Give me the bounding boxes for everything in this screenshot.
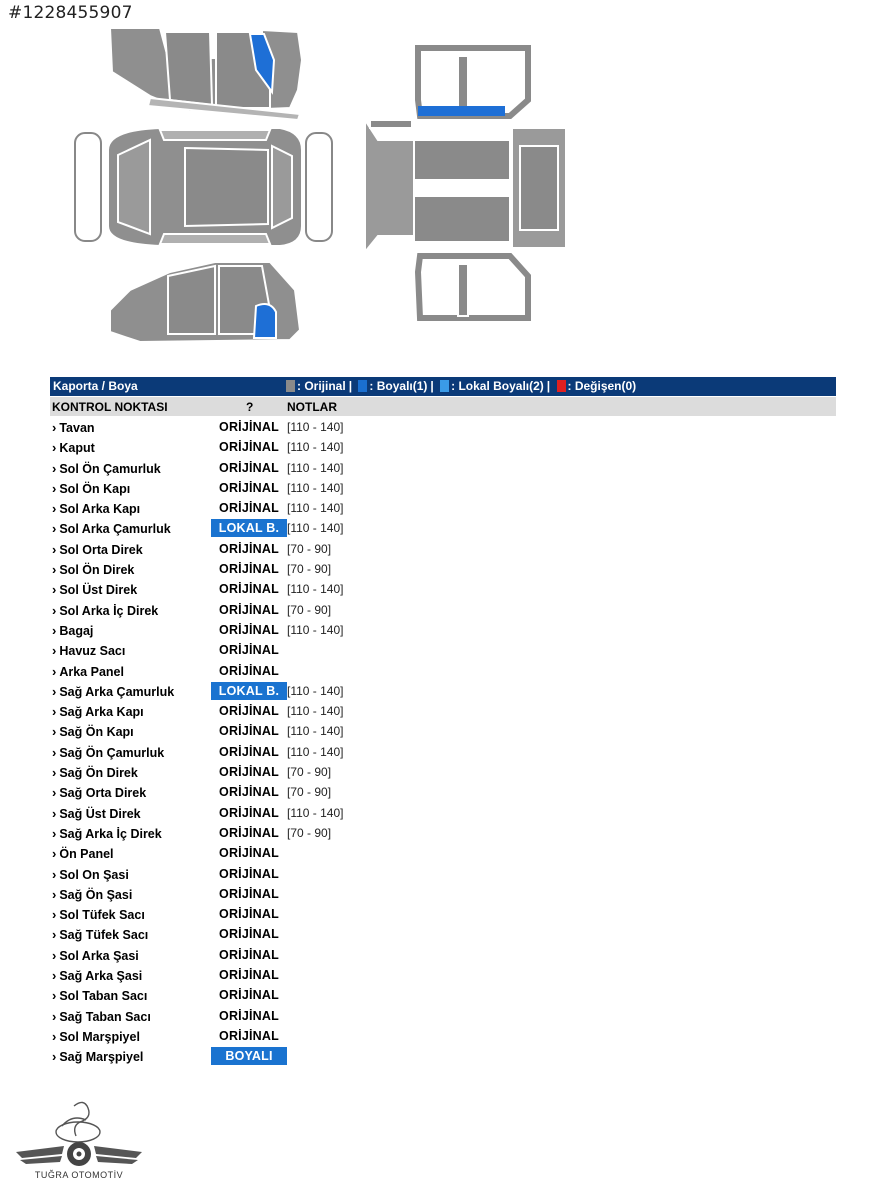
control-point-label: Bagaj	[59, 623, 94, 638]
table-row	[50, 884, 836, 904]
control-point-name[interactable]	[52, 867, 129, 882]
chevron-right-icon: ›	[52, 744, 57, 760]
control-point-name[interactable]	[52, 420, 95, 435]
control-point-label: Sol Üst Direk	[59, 583, 138, 598]
control-point-name[interactable]	[52, 745, 164, 760]
control-point-label: Sağ Marşpiyel	[59, 1050, 144, 1065]
table-row	[50, 518, 836, 538]
chevron-right-icon: ›	[52, 501, 57, 517]
status-badge: ORİJİNAL	[219, 744, 279, 759]
table-row	[50, 782, 836, 802]
paint-table-header	[50, 377, 836, 396]
left-side-view	[110, 262, 300, 342]
status-badge: ORİJİNAL	[219, 643, 279, 658]
control-point-name[interactable]	[52, 501, 140, 516]
table-row	[50, 742, 836, 762]
column-headers	[50, 397, 836, 416]
control-point-label: Sağ Üst Direk	[59, 806, 141, 821]
status-badge: ORİJİNAL	[219, 907, 279, 922]
table-title: Kaporta / Boya	[53, 379, 138, 393]
thickness-note: [70 - 90]	[287, 602, 332, 617]
table-row	[50, 681, 836, 701]
control-point-name[interactable]	[52, 1029, 140, 1044]
control-point-label: Ön Panel	[59, 847, 114, 862]
table-row	[50, 600, 836, 620]
control-point-name[interactable]	[52, 826, 162, 841]
legend-local-painted-swatch	[440, 380, 449, 392]
control-point-name[interactable]	[52, 582, 137, 597]
col-control-point: KONTROL NOKTASI	[52, 400, 168, 414]
status-badge: ORİJİNAL	[219, 420, 279, 434]
chevron-right-icon: ›	[52, 968, 57, 984]
thickness-note: [110 - 140]	[287, 440, 344, 455]
control-point-label: Sağ Ön Direk	[59, 766, 138, 781]
legend-painted-swatch	[358, 380, 367, 392]
table-row	[50, 478, 836, 498]
control-point-label: Sol Tüfek Sacı	[59, 908, 145, 923]
control-point-name[interactable]	[52, 542, 143, 557]
control-point-label: Kaput	[59, 441, 95, 456]
chassis-section	[365, 120, 566, 252]
thickness-note: [110 - 140]	[287, 805, 344, 820]
table-row	[50, 985, 836, 1005]
chevron-right-icon: ›	[52, 683, 57, 699]
thickness-note: [110 - 140]	[287, 420, 344, 434]
status-badge: ORİJİNAL	[219, 541, 279, 556]
table-row	[50, 823, 836, 843]
legend-local-painted: : Lokal Boyalı(2)	[451, 379, 544, 393]
control-point-name[interactable]	[52, 968, 142, 983]
legend-painted: : Boyalı(1)	[369, 379, 428, 393]
table-row	[50, 1046, 836, 1066]
legend: : Orijinal | : Boyalı(1) | : Lokal Boyalı(2) | : Değişen(0)	[286, 379, 636, 393]
status-badge: ORİJİNAL	[219, 927, 279, 942]
table-row	[50, 498, 836, 518]
logo-text: TUĞRA OTOMOTİV	[34, 1170, 124, 1180]
control-point-name[interactable]	[52, 907, 145, 922]
control-point-name[interactable]	[52, 623, 93, 638]
control-point-label: Sol Arka Çamurluk	[59, 522, 171, 537]
status-badge: ORİJİNAL	[219, 886, 279, 901]
chevron-right-icon: ›	[52, 521, 57, 537]
table-row	[50, 965, 836, 985]
status-badge: ORİJİNAL	[219, 704, 279, 719]
thickness-note: [110 - 140]	[287, 480, 344, 495]
top-view	[75, 128, 332, 246]
thickness-note: [70 - 90]	[287, 785, 332, 800]
status-badge: ORİJİNAL	[219, 805, 279, 820]
thickness-note: [110 - 140]	[287, 622, 344, 637]
thickness-note: [110 - 140]	[287, 683, 344, 698]
table-row	[50, 701, 836, 721]
col-status: ?	[246, 400, 254, 414]
status-badge: ORİJİNAL	[219, 866, 279, 881]
thickness-note: [70 - 90]	[287, 541, 332, 556]
chevron-right-icon: ›	[52, 846, 57, 862]
control-point-label: Sol Marşpiyel	[59, 1029, 140, 1044]
control-point-label: Sağ Arka Şasi	[59, 969, 143, 984]
control-point-name[interactable]	[52, 440, 95, 455]
control-point-name[interactable]	[52, 603, 158, 618]
status-badge: ORİJİNAL	[219, 1008, 279, 1023]
thickness-note: [110 - 140]	[287, 460, 344, 475]
control-point-name[interactable]	[52, 988, 147, 1003]
table-row	[50, 904, 836, 924]
table-row	[50, 458, 836, 478]
chevron-right-icon: ›	[52, 480, 57, 496]
legend-replaced: : Değişen(0)	[567, 379, 637, 393]
chevron-right-icon: ›	[52, 765, 57, 781]
control-point-label: Sağ Ön Şasi	[59, 887, 133, 902]
status-badge: ORİJİNAL	[219, 1028, 279, 1043]
chevron-right-icon: ›	[52, 420, 57, 435]
chevron-right-icon: ›	[52, 643, 57, 659]
control-point-label: Havuz Sacı	[59, 644, 126, 659]
chevron-right-icon: ›	[52, 541, 57, 557]
thickness-note: [110 - 140]	[287, 704, 344, 719]
control-point-name[interactable]	[52, 521, 171, 536]
status-badge: ORİJİNAL	[219, 825, 279, 840]
control-point-label: Sol Arka İç Direk	[59, 603, 159, 618]
table-row	[50, 579, 836, 599]
table-row	[50, 539, 836, 559]
chevron-right-icon: ›	[52, 622, 57, 638]
status-badge: ORİJİNAL	[219, 765, 279, 780]
status-badge: LOKAL B.	[211, 682, 287, 700]
front-section	[418, 48, 528, 116]
legend-replaced-swatch	[557, 380, 566, 392]
chevron-right-icon: ›	[52, 460, 57, 476]
control-point-name[interactable]	[52, 643, 125, 658]
thickness-note: [70 - 90]	[287, 562, 332, 577]
control-point-name[interactable]	[52, 785, 146, 800]
table-row	[50, 721, 836, 741]
table-row	[50, 661, 836, 681]
control-point-name[interactable]	[52, 887, 132, 902]
control-point-name[interactable]	[52, 481, 130, 496]
table-row	[50, 924, 836, 944]
listing-id: #1228455907	[8, 3, 133, 23]
control-point-name[interactable]	[52, 927, 148, 942]
chevron-right-icon: ›	[52, 582, 57, 598]
legend-original: : Orijinal	[297, 379, 346, 393]
status-badge: BOYALI	[211, 1047, 287, 1065]
chevron-right-icon: ›	[52, 440, 57, 456]
control-point-label: Sağ Arka İç Direk	[59, 826, 162, 841]
table-row	[50, 945, 836, 965]
thickness-note: [70 - 90]	[287, 825, 332, 840]
status-badge: ORİJİNAL	[219, 724, 279, 739]
table-row	[50, 559, 836, 579]
chevron-right-icon: ›	[52, 724, 57, 740]
control-point-label: Sağ Arka Kapı	[59, 705, 144, 720]
right-side-view	[110, 28, 302, 120]
control-point-name[interactable]	[52, 806, 141, 821]
control-point-name[interactable]	[52, 846, 114, 861]
control-point-name[interactable]	[52, 684, 174, 699]
status-badge: ORİJİNAL	[219, 622, 279, 637]
status-badge: ORİJİNAL	[219, 440, 279, 455]
chevron-right-icon: ›	[52, 927, 57, 943]
chevron-right-icon: ›	[52, 1028, 57, 1044]
chevron-right-icon: ›	[52, 907, 57, 923]
chevron-right-icon: ›	[52, 886, 57, 902]
control-point-label: Sol Taban Sacı	[59, 989, 148, 1004]
status-badge: ORİJİNAL	[219, 582, 279, 597]
rear-section	[418, 256, 528, 318]
legend-original-swatch	[286, 380, 295, 392]
thickness-note: [70 - 90]	[287, 765, 332, 780]
control-point-label: Sol Ön Çamurluk	[59, 461, 161, 476]
table-row	[50, 864, 836, 884]
table-row	[50, 1026, 836, 1046]
table-row	[50, 803, 836, 823]
chevron-right-icon: ›	[52, 785, 57, 801]
control-point-label: Sağ Taban Sacı	[59, 1009, 151, 1024]
chevron-right-icon: ›	[52, 825, 57, 841]
chevron-right-icon: ›	[52, 562, 57, 578]
control-point-name[interactable]	[52, 1049, 143, 1064]
control-point-label: Sağ Ön Kapı	[59, 725, 134, 740]
control-point-label: Sol Ön Kapı	[59, 481, 131, 496]
thickness-note: [110 - 140]	[287, 744, 344, 759]
table-row	[50, 1006, 836, 1026]
table-row	[50, 417, 836, 437]
thickness-note: [110 - 140]	[287, 582, 344, 597]
control-point-name[interactable]	[52, 461, 161, 476]
control-point-label: Sağ Orta Direk	[59, 786, 147, 801]
control-point-label: Sol Orta Direk	[59, 542, 143, 557]
control-point-label: Sol Arka Şasi	[59, 948, 139, 963]
status-badge: ORİJİNAL	[219, 501, 279, 516]
inspection-rows	[50, 417, 836, 1067]
control-point-label: Sol Arka Kapı	[59, 502, 141, 517]
control-point-label: Sol Ön Direk	[59, 563, 135, 578]
status-badge: ORİJİNAL	[219, 480, 279, 495]
control-point-name[interactable]	[52, 765, 138, 780]
control-point-name[interactable]	[52, 562, 134, 577]
control-point-name[interactable]	[52, 948, 139, 963]
table-row	[50, 762, 836, 782]
chevron-right-icon: ›	[52, 947, 57, 963]
chevron-right-icon: ›	[52, 1008, 57, 1024]
chevron-right-icon: ›	[52, 663, 57, 679]
control-point-label: Arka Panel	[59, 664, 124, 679]
status-badge: ORİJİNAL	[219, 968, 279, 983]
status-badge: ORİJİNAL	[219, 785, 279, 800]
col-notes: NOTLAR	[287, 400, 337, 414]
thickness-note: [110 - 140]	[287, 724, 344, 739]
table-row	[50, 640, 836, 660]
table-row	[50, 620, 836, 640]
chevron-right-icon: ›	[52, 704, 57, 720]
status-badge: LOKAL B.	[211, 519, 287, 537]
control-point-label: Sağ Tüfek Sacı	[59, 928, 149, 943]
status-badge: ORİJİNAL	[219, 460, 279, 475]
control-point-name[interactable]	[52, 704, 144, 719]
chevron-right-icon: ›	[52, 988, 57, 1004]
chevron-right-icon: ›	[52, 866, 57, 882]
table-row	[50, 843, 836, 863]
control-point-label: Sağ Ön Çamurluk	[59, 745, 165, 760]
thickness-note: [110 - 140]	[287, 501, 344, 516]
status-badge: ORİJİNAL	[219, 988, 279, 1003]
table-row	[50, 437, 836, 457]
status-badge: ORİJİNAL	[219, 663, 279, 678]
control-point-name[interactable]	[52, 724, 134, 739]
chevron-right-icon: ›	[52, 1049, 57, 1065]
status-badge: ORİJİNAL	[219, 602, 279, 617]
chevron-right-icon: ›	[52, 602, 57, 618]
car-damage-diagram	[0, 0, 888, 360]
thickness-note: [110 - 140]	[287, 521, 344, 536]
chevron-right-icon: ›	[52, 805, 57, 821]
control-point-name[interactable]	[52, 664, 124, 679]
status-badge: ORİJİNAL	[219, 562, 279, 577]
control-point-label: Tavan	[59, 421, 95, 435]
control-point-label: Sağ Arka Çamurluk	[59, 684, 175, 699]
control-point-name[interactable]	[52, 1009, 151, 1024]
status-badge: ORİJİNAL	[219, 947, 279, 962]
status-badge: ORİJİNAL	[219, 846, 279, 861]
control-point-label: Sol On Şasi	[59, 867, 129, 882]
